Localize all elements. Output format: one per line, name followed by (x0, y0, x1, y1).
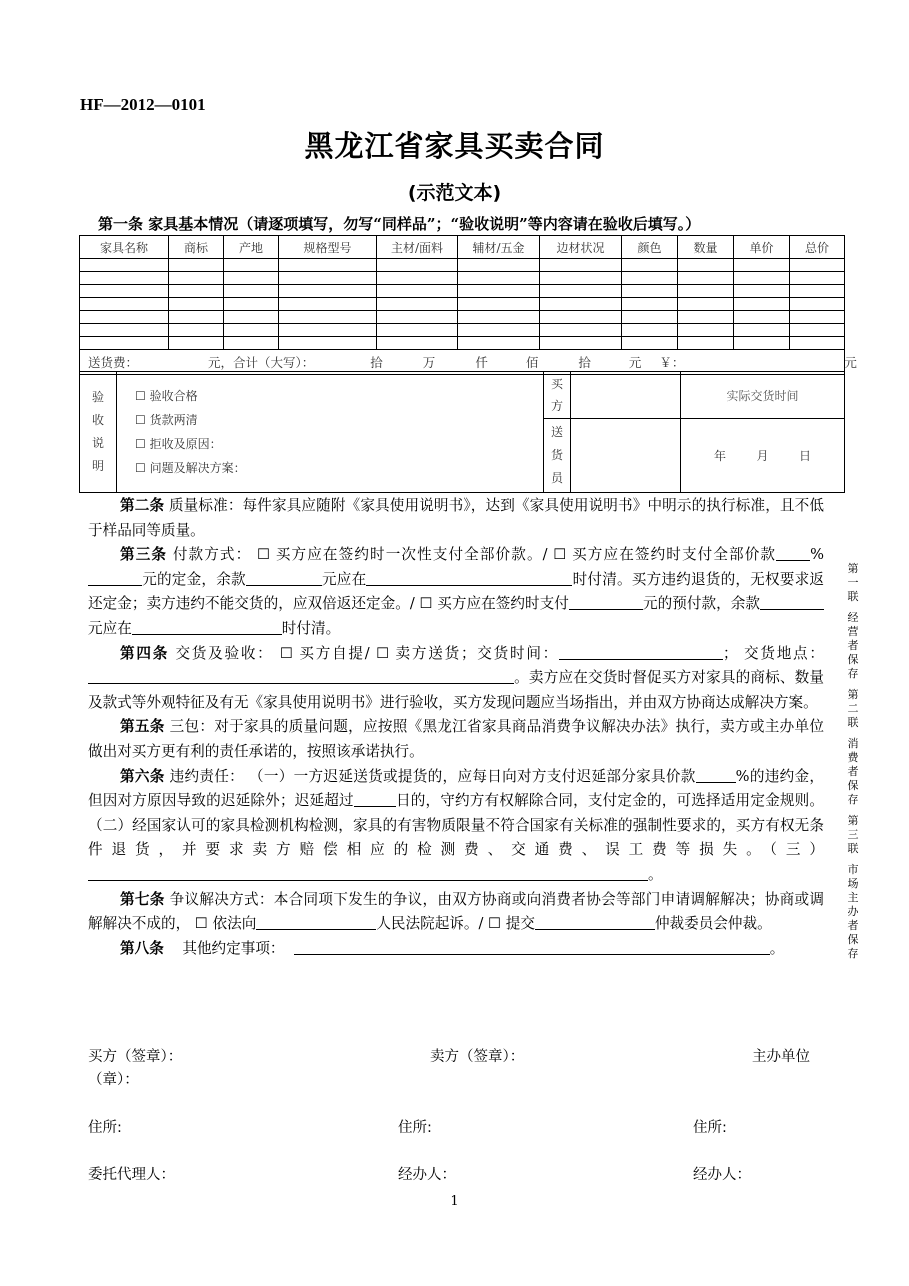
col-header: 辅材/五金 (458, 236, 540, 259)
table-row (80, 298, 845, 311)
table-cell[interactable] (790, 285, 845, 298)
furniture-table (79, 235, 857, 375)
page-number: 1 (450, 1194, 459, 1209)
table-cell[interactable] (790, 298, 845, 311)
checkbox-option[interactable]: ☐ 验收合格 (135, 389, 198, 403)
table-cell[interactable] (622, 259, 678, 272)
buyer-signature-label: 买方（签章）： (88, 1049, 183, 1065)
organizer-seal-label: （章）： (88, 1072, 139, 1088)
sidebar-char (844, 681, 862, 688)
table-cell[interactable] (224, 337, 279, 350)
table-cell[interactable] (169, 324, 224, 337)
table-cell[interactable] (458, 259, 540, 272)
sidebar-char: 存 (847, 667, 859, 680)
table-cell[interactable] (458, 272, 540, 285)
table-cell[interactable] (224, 324, 279, 337)
buyer-label: 买 方 (544, 372, 571, 419)
sidebar-char: 消 (847, 737, 859, 750)
sidebar-char: 经 (847, 611, 859, 624)
table-cell[interactable] (734, 311, 790, 324)
sidebar-char: 保 (847, 653, 859, 666)
table-cell[interactable] (540, 259, 622, 272)
sidebar-char: 者 (847, 919, 859, 932)
table-cell[interactable] (678, 259, 734, 272)
sidebar-char: 存 (847, 793, 859, 806)
col-header: 数量 (678, 236, 734, 259)
table-cell[interactable] (734, 272, 790, 285)
table-cell[interactable] (80, 298, 169, 311)
table-cell[interactable] (224, 311, 279, 324)
article-8: 第八条 其他约定事项： 。 (120, 939, 785, 957)
table-cell[interactable] (377, 259, 458, 272)
buyer-address-label: 住所: (88, 1120, 122, 1136)
table-cell[interactable] (540, 324, 622, 337)
organizer-handler-label: 经办人： (693, 1167, 751, 1183)
article-7: 第七条 争议解决方式：本合同项下发生的争议，由双方协商或向消费者协会等部门申请调解解决；协商或调解解决不成的， ☐ 依法向 人民法院起诉。/ ☐ 提交 仲裁委员会仲裁。 (88, 890, 824, 933)
table-cell[interactable] (377, 311, 458, 324)
table-cell[interactable] (169, 298, 224, 311)
acceptance-table (79, 371, 845, 493)
blank-field[interactable] (760, 594, 824, 610)
table-cell[interactable] (540, 285, 622, 298)
table-cell[interactable] (678, 311, 734, 324)
blank-field[interactable] (88, 865, 648, 881)
table-cell[interactable] (80, 272, 169, 285)
col-header: 单价 (734, 236, 790, 259)
table-cell[interactable] (279, 298, 377, 311)
table-cell[interactable] (377, 337, 458, 350)
table-cell[interactable] (622, 337, 678, 350)
article-3: 第三条 付款方式： ☐ 买方应在签约时一次性支付全部价款。/ ☐ 买方应在签约时支付全部价款 %元的定金，余款 元应在 时付清。买方违约退货的，无权要求返还定金；卖方违约不能交货的，应双倍返还定金。/ ☐ 买方应在签约时支付 元的预付款，余款元应在 时付清。 (88, 546, 824, 637)
sidebar-char (844, 807, 862, 814)
table-cell[interactable] (80, 337, 169, 350)
acceptance-options (117, 372, 544, 493)
blank-field[interactable] (294, 939, 770, 955)
article-2: 第二条 质量标准：每件家具应随附《家具使用说明书》，达到《家具使用说明书》中明示的执行标准，且不低于样品同等质量。 (88, 497, 824, 539)
table-cell[interactable] (169, 285, 224, 298)
sidebar-char: 场 (847, 877, 859, 890)
table-cell[interactable] (678, 272, 734, 285)
sidebar-char (844, 604, 862, 611)
article-5: 第五条 三包：对于家具的质量问题，应按照《黑龙江省家具商品消费争议解决办法》执行，卖方或主办单位做出对买方更有利的责任承诺的，按照该承诺执行。 (88, 718, 824, 760)
table-cell[interactable] (80, 311, 169, 324)
table-cell[interactable] (458, 311, 540, 324)
blank-field[interactable] (535, 914, 655, 930)
organizer-signature-label: 主办单位 (752, 1049, 810, 1065)
sidebar-char: 第 (847, 562, 859, 575)
organizer-address-label: 住所: (693, 1120, 727, 1136)
table-row (80, 285, 845, 298)
table-row (80, 324, 845, 337)
sidebar-char: 市 (847, 863, 859, 876)
table-cell[interactable] (224, 259, 279, 272)
seller-address-label: 住所: (398, 1120, 432, 1136)
sidebar-char (844, 730, 862, 737)
table-cell[interactable] (224, 298, 279, 311)
table-cell[interactable] (790, 272, 845, 285)
sidebar-char: 办 (847, 905, 859, 918)
table-row (80, 311, 845, 324)
sidebar-char: 主 (847, 891, 859, 904)
table-cell[interactable] (169, 272, 224, 285)
deliverer-label: 送 货 员 (544, 419, 571, 493)
table-cell[interactable] (80, 285, 169, 298)
col-header: 规格型号 (279, 236, 377, 259)
sidebar-char: 保 (847, 779, 859, 792)
table-cell[interactable] (790, 259, 845, 272)
table-cell[interactable] (678, 324, 734, 337)
table-cell[interactable] (279, 259, 377, 272)
sidebar-char: 者 (847, 765, 859, 778)
table-cell[interactable] (279, 311, 377, 324)
table-cell[interactable] (540, 272, 622, 285)
table-cell[interactable] (458, 298, 540, 311)
table-cell[interactable] (678, 337, 734, 350)
table-cell[interactable] (224, 272, 279, 285)
sidebar-char: 营 (847, 625, 859, 638)
buyer-agent-label: 委托代理人： (88, 1167, 175, 1183)
table-cell[interactable] (169, 311, 224, 324)
table-cell[interactable] (678, 285, 734, 298)
seller-handler-label: 经办人： (398, 1167, 456, 1183)
table-cell[interactable] (790, 311, 845, 324)
table-cell[interactable] (279, 272, 377, 285)
sidebar-char: 第 (847, 688, 859, 701)
sidebar-char: 费 (847, 751, 859, 764)
table-cell[interactable] (622, 298, 678, 311)
sidebar-char: 第 (847, 814, 859, 827)
table-cell[interactable] (169, 337, 224, 350)
fee-line: 送货费： 元，合计（大写）： 拾 万 仟 佰 拾 元 ￥： 元 (80, 350, 845, 375)
table-cell[interactable] (458, 324, 540, 337)
blank-field[interactable] (256, 914, 376, 930)
article1-heading: 第一条 家具基本情况（请逐项填写，勿写“同样品”；“验收说明”等内容请在验收后填写。） (98, 215, 701, 233)
checkbox-option[interactable]: ☐ 货款两清 (135, 413, 198, 427)
table-cell[interactable] (458, 285, 540, 298)
sidebar-char (844, 856, 862, 863)
table-cell[interactable] (80, 259, 169, 272)
blank-field[interactable] (366, 570, 572, 586)
seller-signature-label: 卖方（签章）： (430, 1049, 525, 1065)
table-row (80, 272, 845, 285)
sidebar-char: 联 (847, 590, 859, 603)
table-cell[interactable] (790, 324, 845, 337)
deliverer-sign-cell[interactable] (571, 419, 681, 493)
col-header: 产地 (224, 236, 279, 259)
table-cell[interactable] (734, 324, 790, 337)
table-cell[interactable] (678, 298, 734, 311)
table-cell[interactable] (377, 298, 458, 311)
col-header: 主材/面料 (377, 236, 458, 259)
table-cell[interactable] (622, 311, 678, 324)
buyer-sign-cell[interactable] (571, 372, 681, 419)
blank-field[interactable] (88, 668, 514, 684)
col-header: 颜色 (622, 236, 678, 259)
table-row (80, 337, 845, 350)
table-cell[interactable] (734, 285, 790, 298)
table-cell[interactable] (377, 272, 458, 285)
sidebar-char: 存 (847, 947, 859, 960)
blank-field[interactable] (569, 594, 643, 610)
blank-field[interactable] (559, 644, 723, 660)
col-header: 总价 (790, 236, 845, 259)
table-cell[interactable] (540, 311, 622, 324)
table-cell[interactable] (377, 324, 458, 337)
blank-field[interactable] (246, 570, 322, 586)
delivery-time-label: 实际交货时间 (681, 372, 845, 419)
checkbox-option[interactable]: ☐ 拒收及原因： (135, 437, 222, 451)
delivery-date[interactable]: 年 月 日 (681, 419, 845, 493)
table-cell[interactable] (622, 285, 678, 298)
sidebar-char: 联 (847, 716, 859, 729)
table-cell[interactable] (540, 298, 622, 311)
table-cell[interactable] (279, 337, 377, 350)
table-cell[interactable] (734, 298, 790, 311)
col-header: 家具名称 (80, 236, 169, 259)
blank-field[interactable] (132, 619, 282, 635)
table-cell[interactable] (279, 285, 377, 298)
article-4: 第四条 交货及验收： ☐ 买方自提/ ☐ 卖方送货；交货时间： ； 交货地点：。卖方应在交货时督促买方对家具的商标、数量及款式等外观特征及有无《家具使用说明书》进行验收，买方发现问题应当场指出，并由双方协商达成解决方案。 (88, 644, 824, 711)
article-6: 第六条 违约责任： （一）一方迟延送货或提货的，应每日向对方支付迟延部分家具价款 %的违约金，但因对方原因导致的迟延除外；迟延超过 日的，守约方有权解除合同，支付定金的，可选择适用定金规则。（二）经国家认可的家具检测机构检测，家具的有害物质限量不符合国家有关标准的强制性要求的，买方有权无条件退货，并要求卖方赔偿相应的检测费、交通费、误工费等损失。（三）。 (88, 767, 824, 883)
table-cell[interactable] (734, 337, 790, 350)
page-title: 黑龙江省家具买卖合同 (304, 129, 605, 163)
contract-body (88, 494, 824, 961)
table-cell[interactable] (734, 259, 790, 272)
table-cell[interactable] (790, 337, 845, 350)
blank-field[interactable] (354, 791, 396, 807)
acceptance-label: 验 收 说 明 (80, 372, 117, 493)
col-header: 边材状况 (540, 236, 622, 259)
blank-field[interactable] (776, 545, 810, 561)
page-subtitle: (示范文本) (407, 182, 502, 204)
table-cell[interactable] (224, 285, 279, 298)
copy-distribution-sidebar (844, 562, 862, 961)
table-cell[interactable] (80, 324, 169, 337)
table-cell[interactable] (458, 337, 540, 350)
sidebar-char: 者 (847, 639, 859, 652)
blank-field[interactable] (88, 570, 142, 586)
table-cell[interactable] (169, 259, 224, 272)
table-cell[interactable] (622, 324, 678, 337)
checkbox-option[interactable]: ☐ 问题及解决方案： (135, 461, 246, 475)
sidebar-char: 保 (847, 933, 859, 946)
col-header: 商标 (169, 236, 224, 259)
table-row (80, 259, 845, 272)
table-header-row (80, 236, 845, 259)
sidebar-char: 三 (847, 828, 859, 841)
sidebar-char: 一 (847, 576, 859, 589)
sidebar-char: 联 (847, 842, 859, 855)
table-cell[interactable] (622, 272, 678, 285)
table-cell[interactable] (279, 324, 377, 337)
table-cell[interactable] (540, 337, 622, 350)
blank-field[interactable] (696, 767, 736, 783)
table-cell[interactable] (377, 285, 458, 298)
sidebar-char: 二 (847, 702, 859, 715)
document-code: HF—2012—0101 (80, 95, 206, 114)
